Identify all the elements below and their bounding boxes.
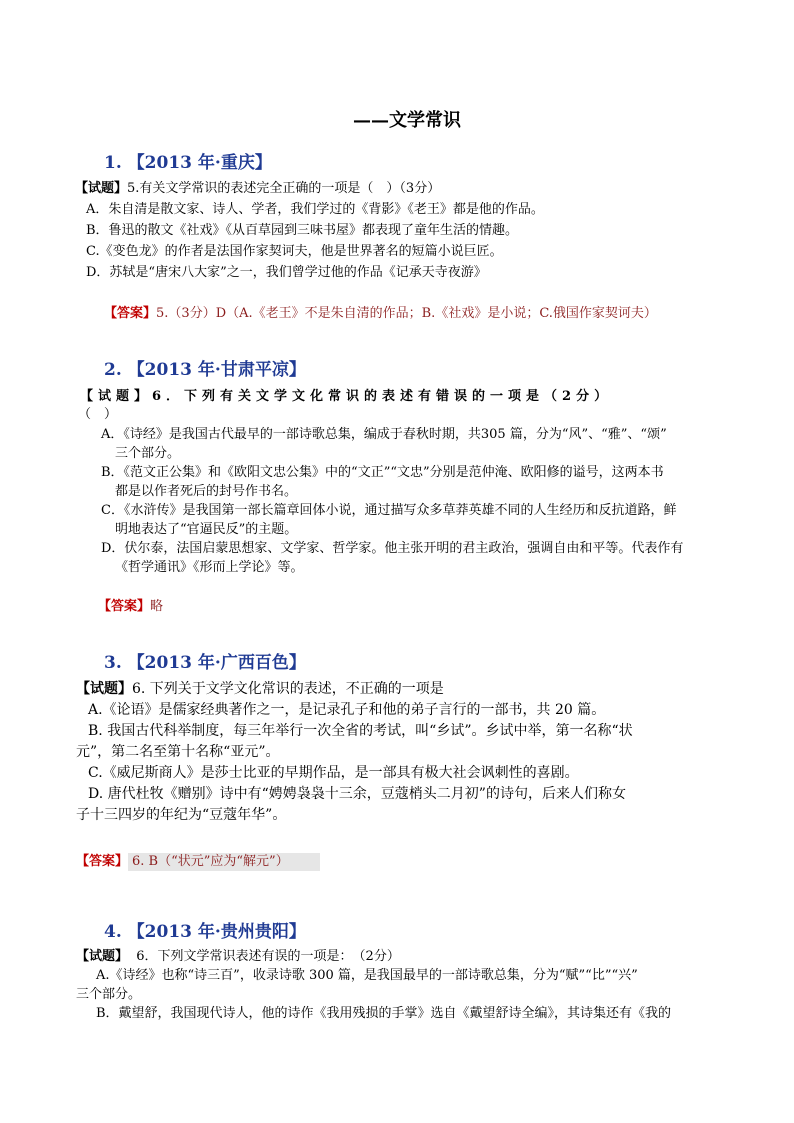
question-tag: 【试题】 bbox=[76, 681, 132, 697]
answer-text: 5.（3分）D（A.《老王》不是朱自清的作品；B.《社戏》是小说；C.俄国作家契诃夫） bbox=[156, 306, 657, 321]
question-1 bbox=[75, 180, 440, 198]
option-line: B. 我国古代科举制度，每三年举行一次全省的考试，叫“乡试”。乡试中举，第一名称“状 bbox=[88, 723, 633, 739]
option-line: C．《水浒传》是我国第一部长篇章回体小说，通过描写众多草莽英雄不同的人生经历和反抗道路，鲜 bbox=[101, 503, 677, 518]
section-heading-2: 2. 【2013 年·甘肃平凉】 bbox=[104, 360, 306, 380]
section-heading-4: 4. 【2013 年·贵州贵阳】 bbox=[104, 922, 306, 942]
question-3 bbox=[76, 680, 444, 698]
option-line: B．鲁迅的散文《社戏》《从百草园到三味书屋》都表现了童年生活的情趣。 bbox=[86, 223, 519, 238]
question-2 bbox=[80, 388, 612, 406]
option-line: D. 唐代杜牧《赠别》诗中有“娉娉袅袅十三余，豆蔻梢头二月初”的诗句，后来人们称女 bbox=[88, 786, 626, 802]
answer-3 bbox=[76, 853, 320, 871]
answer-1 bbox=[104, 305, 657, 323]
question-cont: （ ） bbox=[78, 407, 118, 422]
section-heading-1: 1. 【2013 年·重庆】 bbox=[104, 153, 272, 173]
answer-text: 略 bbox=[150, 599, 164, 614]
option-line: D．伏尔泰，法国启蒙思想家、文学家、哲学家。他主张开明的君主政治，强调自由和平等。代表作有 bbox=[101, 541, 684, 556]
question-text: 5.有关文学常识的表述完全正确的一项是（ ）（3分） bbox=[127, 181, 441, 196]
answer-tag: 【答案】 bbox=[98, 599, 151, 614]
option-line: 三个部分。 bbox=[115, 446, 181, 461]
option-line: B．戴望舒，我国现代诗人，他的诗作《我用残损的手掌》选自《戴望舒诗全编》，其诗集还有《我的 bbox=[96, 1006, 672, 1021]
option-line: C.《威尼斯商人》是莎士比亚的早期作品，是一部具有极大社会讽刺性的喜剧。 bbox=[88, 765, 579, 781]
option-line: D．苏轼是“唐宋八大家”之一，我们曾学过他的作品《记承天寺夜游》 bbox=[86, 265, 487, 280]
option-line: A.《论语》是儒家经典著作之一，是记录孔子和他的弟子言行的一部书，共 20 篇。 bbox=[88, 702, 606, 718]
option-line: A.《诗经》也称“诗三百”，收录诗歌 300 篇，是我国最早的一部诗歌总集，分为“赋”“比”“兴” bbox=[96, 968, 638, 983]
option-line: 《哲学通讯》《形而上学论》等。 bbox=[115, 560, 304, 575]
option-line: 明地表达了“官逼民反”的主题。 bbox=[115, 522, 298, 537]
answer-tag: 【答案】 bbox=[104, 306, 157, 321]
page-title: ——文学常识 bbox=[353, 110, 461, 131]
question-tag: 【试题】 bbox=[75, 181, 128, 196]
option-line: 都是以作者死后的封号作书名。 bbox=[115, 484, 298, 499]
question-text: 6. 下列关于文学文化常识的表述，不正确的一项是 bbox=[132, 681, 444, 697]
option-line: A．《诗经》是我国古代最早的一部诗歌总集，编成于春秋时期，共305 篇，分为“风”、“雅”、“颂” bbox=[101, 427, 667, 442]
option-line: 元”，第二名至第十名称“亚元”。 bbox=[76, 744, 280, 760]
answer-2 bbox=[98, 598, 163, 616]
section-heading-3: 3. 【2013 年·广西百色】 bbox=[104, 653, 306, 673]
option-line: 子十三四岁的年纪为“豆蔻年华”。 bbox=[76, 807, 287, 823]
answer-tag: 【答案】 bbox=[76, 854, 129, 869]
option-line: A．朱自清是散文家、诗人、学者，我们学过的《背影》《老王》都是他的作品。 bbox=[86, 202, 544, 217]
question-tag: 【试题】 bbox=[76, 949, 129, 964]
question-text: 6．下列文学常识表述有误的一项是： （2分） bbox=[136, 949, 400, 964]
option-line: 三个部分。 bbox=[76, 987, 142, 1002]
question-tag: 【试题】 bbox=[80, 389, 153, 404]
option-line: C.《变色龙》的作者是法国作家契诃夫，他是世界著名的短篇小说巨匠。 bbox=[86, 244, 503, 259]
question-4 bbox=[76, 948, 400, 966]
answer-text: 6. B（“状元”应为“解元”） bbox=[128, 853, 320, 871]
question-text: 6．下列有关文学文化常识的表述有错误的一项是（2分） bbox=[152, 389, 613, 404]
option-line: B．《范文正公集》和《欧阳文忠公集》中的“文正”“文忠”分别是范仲淹、欧阳修的谥号，这两本书 bbox=[101, 465, 664, 480]
